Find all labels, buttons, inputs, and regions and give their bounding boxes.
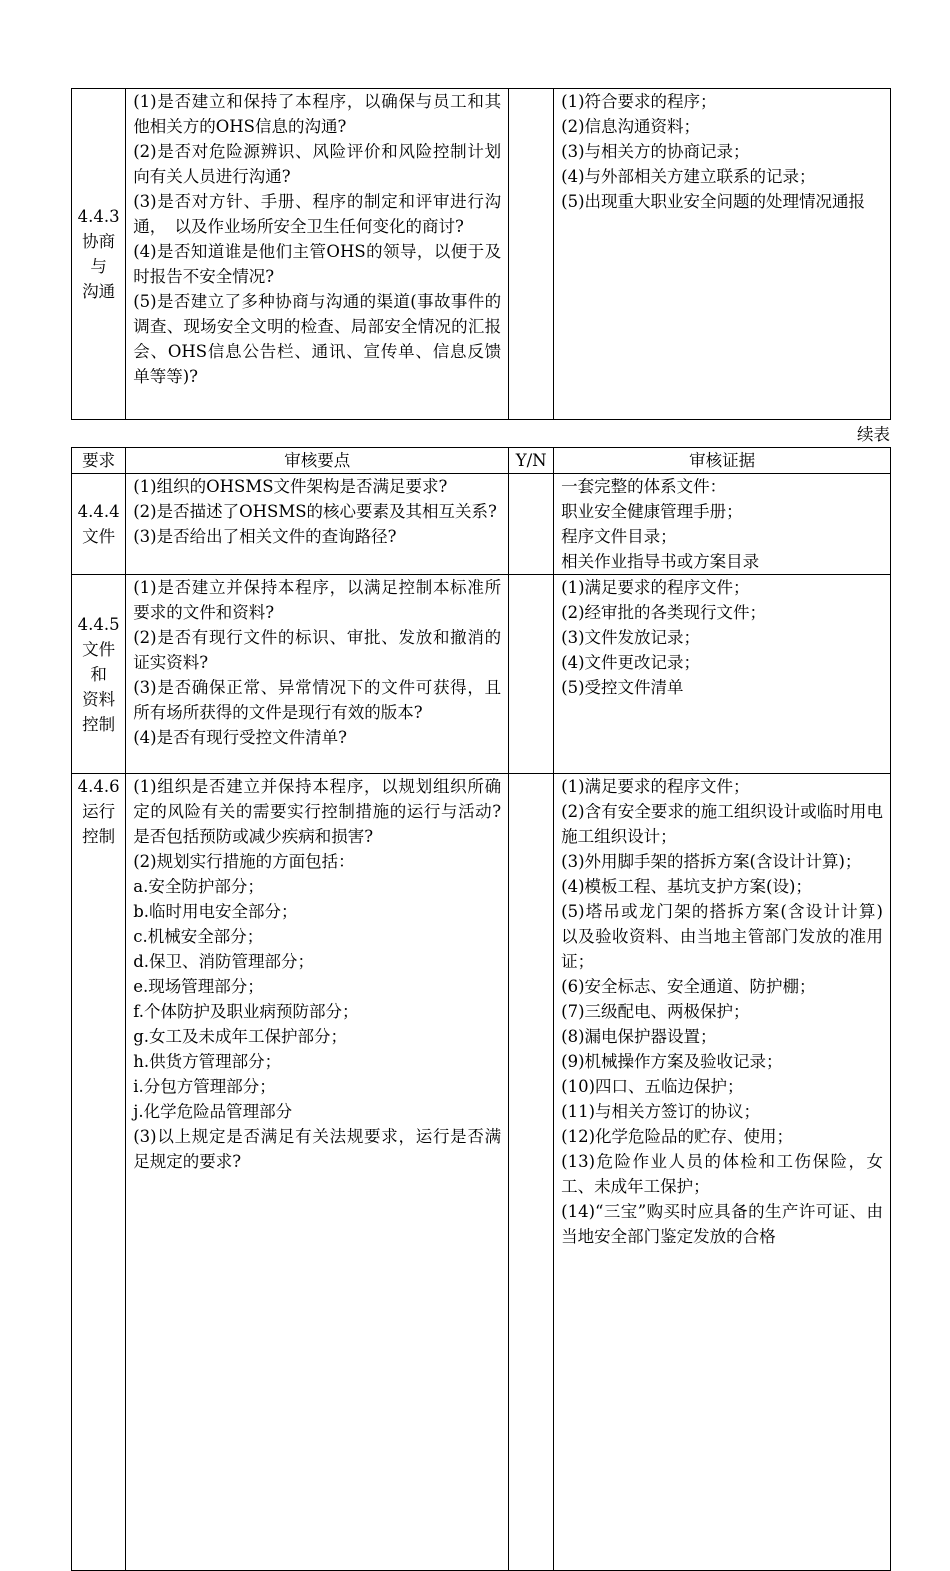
header-audit-evidence: 审核证据 (554, 448, 891, 474)
audit-points-cell: (1)是否建立并保持本程序，以满足控制本标准所要求的文件和资料? (2)是否有现行文件的标识、审批、发放和撤消的证实资料? (3)是否确保正常、异常情况下的文件可获得，且所有场所获得的文件是现行有效的版本? (4)是否有现行受控文件清单? (126, 575, 509, 774)
audit-evidence-cell: 一套完整的体系文件： 职业安全健康管理手册； 程序文件目录； 相关作业指导书或方案目录 (554, 474, 891, 575)
table-header-row (72, 448, 891, 474)
table-row (72, 774, 891, 1571)
yn-cell[interactable] (509, 474, 554, 575)
header-requirement: 要求 (72, 448, 126, 474)
continued-label: 续表 (857, 425, 890, 444)
audit-evidence-cell: (1)符合要求的程序； (2)信息沟通资料； (3)与相关方的协商记录； (4)与外部相关方建立联系的记录； (5)出现重大职业安全问题的处理情况通报 (554, 89, 891, 420)
main-table (71, 447, 891, 1571)
requirement-cell: 4.4.4 文件 (72, 474, 126, 575)
audit-points-cell: (1)组织是否建立并保持本程序，以规划组织所确定的风险有关的需要实行控制措施的运行与活动?是否包括预防或减少疾病和损害? (2)规划实行措施的方面包括： a.安全防护部分； b.临时用电安全部分； c.机械安全部分； d.保卫、消防管理部分； e.现场管理部分； f.个体防护及职业病预防部分； g.女工及未成年工保护部分； h.供货方管理部分； i.分包方管理部分； j.化学危险品管理部分 (3)以上规定是否满足有关法规要求，运行是否满足规定的要求? (126, 774, 509, 1571)
audit-evidence-cell: (1)满足要求的程序文件； (2)含有安全要求的施工组织设计或临时用电施工组织设计； (3)外用脚手架的搭拆方案(含设计计算)； (4)模板工程、基坑支护方案(设)； (5)塔吊或龙门架的搭拆方案(含设计计算) 以及验收资料、由当地主管部门发放的准用证； (6)安全标志、安全通道、防护棚； (7)三级配电、两极保护； (8)漏电保护器设置； (9)机械操作方案及验收记录； (10)四口、五临边保护； (11)与相关方签订的协议； (12)化学危险品的贮存、使用； (13)危险作业人员的体检和工伤保险，女工、未成年工保护； (14)“三宝”购买时应具备的生产许可证、由当地安全部门鉴定发放的合格 (554, 774, 891, 1571)
header-audit-points: 审核要点 (126, 448, 509, 474)
yn-cell[interactable] (509, 774, 554, 1571)
yn-cell[interactable] (509, 89, 554, 420)
audit-points-cell: (1)是否建立和保持了本程序，以确保与员工和其他相关方的OHS信息的沟通? (2)是否对危险源辨识、风险评价和风险控制计划向有关人员进行沟通? (3)是否对方针、手册、程序的制定和评审进行沟通， 以及作业场所安全卫生任何变化的商讨? (4)是否知道谁是他们主管OHS的领导，以便于及时报告不安全情况? (5)是否建立了多种协商与沟通的渠道(事故事件的调查、现场安全文明的检查、局部安全情况的汇报会、OHS信息公告栏、通讯、宣传单、信息反馈单等等)? (126, 89, 509, 420)
requirement-cell: 4.4.3 协商 与 沟通 (72, 89, 126, 420)
table-row (72, 89, 891, 420)
audit-points-cell: (1)组织的OHSMS文件架构是否满足要求? (2)是否描述了OHSMS的核心要素及其相互关系? (3)是否给出了相关文件的查询路径? (126, 474, 509, 575)
yn-cell[interactable] (509, 575, 554, 774)
table-row (72, 474, 891, 575)
requirement-cell: 4.4.6 运行 控制 (72, 774, 126, 1571)
top-table (71, 88, 891, 420)
requirement-cell: 4.4.5 文件 和 资料 控制 (72, 575, 126, 774)
audit-evidence-cell: (1)满足要求的程序文件； (2)经审批的各类现行文件； (3)文件发放记录； (4)文件更改记录； (5)受控文件清单 (554, 575, 891, 774)
table-row (72, 575, 891, 774)
header-yn: Y/N (509, 448, 554, 474)
